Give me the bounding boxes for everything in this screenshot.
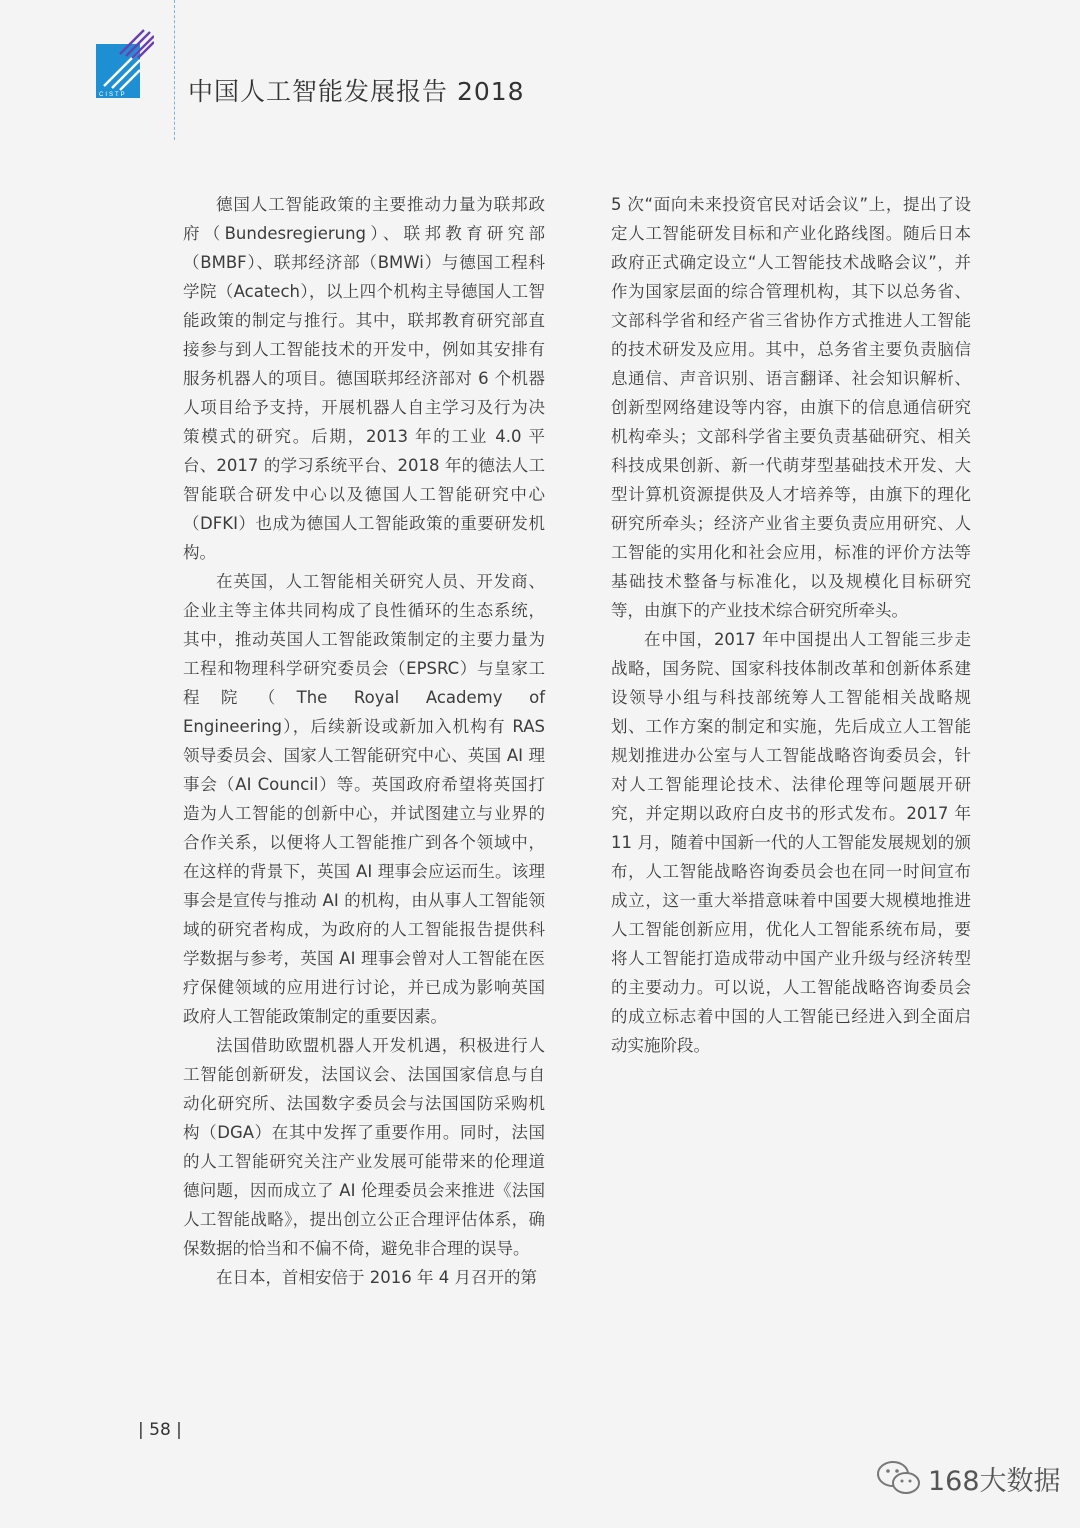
right-text-column	[611, 190, 971, 1060]
wechat-icon	[876, 1458, 922, 1498]
paragraph-uk: 在英国，人工智能相关研究人员、开发商、企业主等主体共同构成了良性循环的生态系统，其中，推动英国人工智能政策制定的主要力量为工程和物理科学研究委员会（EPSRC）与皇家工程院（The Royal Academy of Engineering），后续新设或新加入机构有 RAS 领导委员会、国家人工智能研究中心、英国 AI 理事会（AI Council）等。英国政府希望将英国打造为人工智能的创新中心，并试图建立与业界的合作关系，以便将人工智能推广到各个领域中，在这样的背景下，英国 AI 理事会应运而生。该理事会是宣传与推动 AI 的机构，由从事人工智能领域的研究者构成，为政府的人工智能报告提供科学数据与参考，英国 AI 理事会曾对人工智能在医疗保健领域的应用进行讨论，并已成为影响英国政府人工智能政策制定的重要因素。	[183, 572, 545, 1026]
header-divider-line	[174, 0, 175, 140]
left-text-column	[183, 190, 545, 1292]
watermark	[876, 1458, 1061, 1498]
page-number-value: 58	[149, 1420, 171, 1440]
logo-text: CISTP	[99, 92, 127, 98]
paragraph-france: 法国借助欧盟机器人开发机遇，积极进行人工智能创新研发，法国议会、法国国家信息与自动化研究所、法国数字委员会与法国国防采购机构（DGA）在其中发挥了重要作用。同时，法国的人工智能研究关注产业发展可能带来的伦理道德问题，因而成立了 AI 伦理委员会来推进《法国人工智能战略》，提出创立公正合理评估体系，确保数据的恰当和不偏不倚，避免非合理的误导。	[183, 1036, 545, 1258]
cistp-logo	[96, 28, 154, 98]
page-number: | 58 |	[138, 1420, 182, 1440]
paragraph-japan-start: 在日本，首相安倍于 2016 年 4 月召开的第	[216, 1268, 537, 1287]
paragraph-japan-continued: 5 次“面向未来投资官民对话会议”上，提出了设定人工智能研发目标和产业化路线图。随后日本政府正式确定设立“人工智能技术战略会议”，并作为国家层面的综合管理机构，其下以总务省、文部科学省和经产省三省协作方式推进人工智能的技术研发及应用。其中，总务省主要负责脑信息通信、声音识别、语言翻译、社会知识解析、创新型网络建设等内容，由旗下的信息通信研究机构牵头；文部科学省主要负责基础研究、相关科技成果创新、新一代萌芽型基础技术开发、大型计算机资源提供及人才培养等，由旗下的理化研究所牵头；经济产业省主要负责应用研究、人工智能的实用化和社会应用，标准的评价方法等基础技术整备与标准化，以及规模化目标研究等，由旗下的产业技术综合研究所牵头。	[611, 195, 971, 620]
paragraph-china: 在中国，2017 年中国提出人工智能三步走战略，国务院、国家科技体制改革和创新体系建设领导小组与科技部统筹人工智能相关战略规划、工作方案的制定和实施，先后成立人工智能规划推进办公室与人工智能战略咨询委员会，针对人工智能理论技术、法律伦理等问题展开研究，并定期以政府白皮书的形式发布。2017 年 11 月，随着中国新一代的人工智能发展规划的颁布，人工智能战略咨询委员会也在同一时间宣布成立，这一重大举措意味着中国要大规模地推进人工智能创新应用，优化人工智能系统布局，要将人工智能打造成带动中国产业升级与经济转型的主要动力。可以说，人工智能战略咨询委员会的成立标志着中国的人工智能已经进入到全面启动实施阶段。	[611, 630, 971, 1055]
paragraph-germany: 德国人工智能政策的主要推动力量为联邦政府（Bundesregierung）、联邦教育研究部（BMBF）、联邦经济部（BMWi）与德国工程科学院（Acatech），以上四个机构主导德国人工智能政策的制定与推行。其中，联邦教育研究部直接参与到人工智能技术的开发中，例如其安排有服务机器人的项目。德国联邦经济部对 6 个机器人项目给予支持，开展机器人自主学习及行为决策模式的研究。后期，2013 年的工业 4.0 平台、2017 的学习系统平台、2018 年的德法人工智能联合研发中心以及德国人工智能研究中心（DFKI）也成为德国人工智能政策的重要研发机构。	[183, 195, 545, 562]
report-title: 中国人工智能发展报告 2018	[188, 77, 525, 106]
watermark-text: 168大数据	[928, 1465, 1061, 1497]
